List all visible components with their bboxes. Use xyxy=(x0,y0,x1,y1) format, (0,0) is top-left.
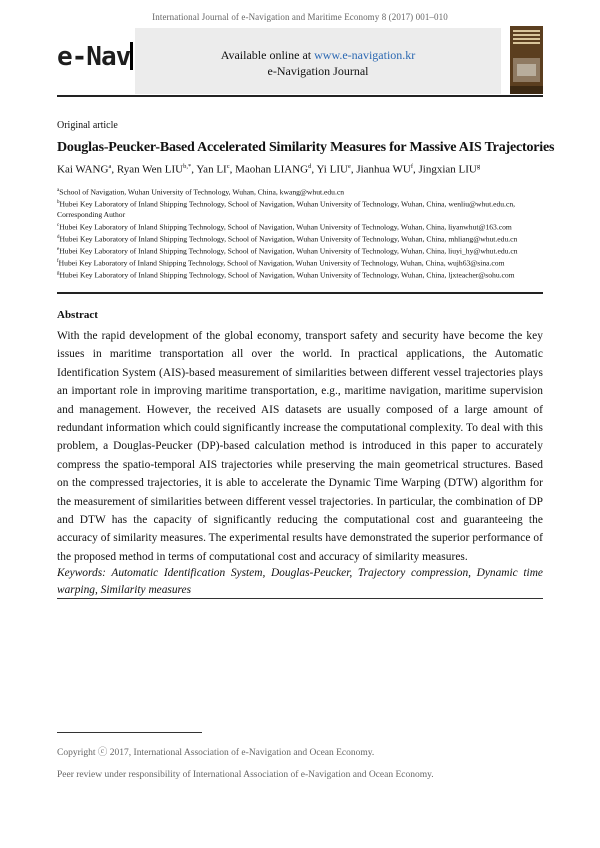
article-type: Original article xyxy=(57,120,118,131)
author-affiliation-mark: c xyxy=(226,163,230,170)
author-affiliation-mark: a xyxy=(108,163,112,170)
affiliation-text: Hubei Key Laboratory of Inland Shipping Technology, School of Navigation, Wuhan University of Technology, Wuhan, China, ljxteacher@sohu.com xyxy=(59,270,515,280)
peer-review-notice: Peer review under responsibility of International Association of e-Navigation and Ocean Economy. xyxy=(57,770,434,780)
abstract-text: With the rapid development of the global economy, transport safety and security have become the key issues in maritime transportation all over the world. In practical applications, the Automatic Identification System (AIS)-based measurement of similarities between different vessel trajectories plays an important role in improving maritime transportation, e.g., maritime navigation, maritime supervision and management. However, the received AIS datasets are usually composed of a large amount of redundant information which could significantly increase the computational complexity. To deal with this problem, a Douglas-Peucker (DP)-based calculation method is introduced in this paper to accurately compress the spatio-temporal AIS trajectories while preserving the main geometrical structures. Based on the compressed trajectories, it is able to accelerate the Dynamic Time Warping (DTW) algorithm for the measurement of similarities between different vessel trajectories. In particular, the combination of DP and DTW has the capacity of significantly reducing the computational cost and guaranteeing the accuracy of similarity measures. The experimental results have demonstrated the superior performance of the proposed method in terms of computational cost and accuracy of similarity measures. xyxy=(57,330,544,563)
author-name: Jingxian LIU xyxy=(418,163,477,176)
affiliation-mark: b xyxy=(57,200,60,206)
affiliation-text: Corresponding Author xyxy=(57,210,126,220)
author-affiliation-mark: g xyxy=(476,163,481,170)
available-prefix: Available online at xyxy=(220,48,315,62)
availability-line xyxy=(135,48,501,63)
author-affiliation-mark: e xyxy=(347,163,351,170)
affiliation-item xyxy=(57,210,547,221)
footnote-rule xyxy=(57,732,202,733)
journal-name: e-Navigation Journal xyxy=(267,64,369,78)
affiliation-text: Hubei Key Laboratory of Inland Shipping Technology, School of Navigation, Wuhan University of Technology, Wuhan, China, mhliang@whut.edu.cn xyxy=(59,234,518,244)
logo-bar-icon xyxy=(130,42,133,70)
keywords-rule xyxy=(57,598,543,599)
affiliation-mark: f xyxy=(57,258,59,264)
author-affiliation-mark: b,* xyxy=(183,163,192,170)
affiliation-mark: e xyxy=(57,246,60,252)
affiliation-text: Hubei Key Laboratory of Inland Shipping Technology, School of Navigation, Wuhan University of Technology, Wuhan, China, liuyi_hy@whut.edu.cn xyxy=(59,246,518,256)
journal-logo: e-Nav xyxy=(57,42,131,72)
keywords: Keywords: Automatic Identification System, Douglas-Peucker, Trajectory compression, Dynamic time warping, Similarity measures xyxy=(57,567,543,596)
header-rule xyxy=(57,95,543,97)
abstract-top-rule xyxy=(57,292,543,294)
affiliation-text: Hubei Key Laboratory of Inland Shipping Technology, School of Navigation, Wuhan University of Technology, Wuhan, China, wujh63@sina.com xyxy=(58,258,505,268)
author-name: Yi LIU xyxy=(316,163,348,176)
affiliation-item xyxy=(57,221,547,233)
affiliation-item xyxy=(57,245,547,257)
author-name: Ryan Wen LIU xyxy=(116,163,184,176)
affiliation-text: Hubei Key Laboratory of Inland Shipping Technology, School of Navigation, Wuhan University of Technology, Wuhan, China, liyanwhut@163.com xyxy=(59,222,512,232)
affiliation-item xyxy=(57,257,547,269)
author-name: Kai WANG xyxy=(57,163,109,176)
abstract-heading: Abstract xyxy=(57,309,98,321)
paper-title: Douglas-Peucker-Based Accelerated Similarity Measures for Massive AIS Trajectories xyxy=(57,140,555,155)
affiliation-mark: g xyxy=(57,270,60,276)
copyright-notice: Copyright ⓒ 2017, International Association of e-Navigation and Ocean Economy. xyxy=(57,748,375,758)
author-affiliation-mark: f xyxy=(410,163,413,170)
author-name: Yan LI xyxy=(196,163,227,176)
affiliation-text: School of Navigation, Wuhan University of Technology, Wuhan, China, kwang@whut.edu.cn xyxy=(59,187,345,197)
journal-banner xyxy=(57,28,543,94)
affiliation-item xyxy=(57,233,547,245)
affiliation-item xyxy=(57,198,547,210)
affiliation-mark: d xyxy=(57,234,60,240)
affiliation-list xyxy=(57,186,547,281)
banner-box xyxy=(135,28,501,94)
author-affiliation-mark: d xyxy=(308,163,312,170)
author-name: Maohan LIANG xyxy=(235,163,309,176)
journal-cover-image xyxy=(510,26,543,94)
affiliation-item xyxy=(57,269,547,281)
running-head: International Journal of e-Navigation and Maritime Economy 8 (2017) 001–010 xyxy=(152,12,448,22)
affiliation-mark: a xyxy=(57,188,60,193)
author-name: Jianhua WU xyxy=(356,163,411,176)
journal-url-link[interactable]: www.e-navigation.kr xyxy=(314,48,416,62)
affiliation-item xyxy=(57,186,547,198)
affiliation-mark: c xyxy=(57,222,60,228)
affiliation-text: Hubei Key Laboratory of Inland Shipping Technology, School of Navigation, Wuhan University of Technology, Wuhan, China, wenliu@whut.edu.cn, xyxy=(59,199,516,209)
author-list: Kai WANG$^a$, Ryan Wen $LIU^{b,*}$, Yan $LI^c$, Maohan LIANG$^d$, Yi LIU$^e$, Jianhua $WU^f$, Jingxian LIU$^g$ xyxy=(57,163,481,176)
